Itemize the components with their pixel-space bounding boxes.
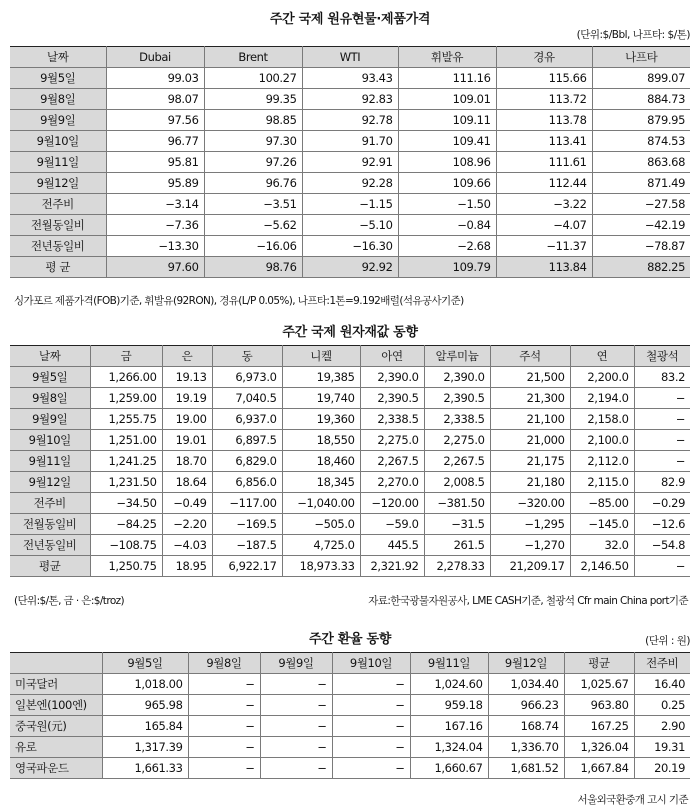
table-cell: 882.25 <box>592 257 690 278</box>
table-cell: 1,025.67 <box>564 674 634 695</box>
oil-price-note: 싱가포르 제품가격(FOB)기준, 휘발유(92RON), 경유(L/P 0.05%), 나프타:1톤=9.192배럴(석유공사기준) <box>14 295 464 307</box>
table-cell: −4.07 <box>496 215 592 236</box>
table-cell: 1,250.75 <box>90 556 162 577</box>
table-cell: 1,231.50 <box>90 472 162 493</box>
table-cell: − <box>332 695 410 716</box>
table-cell: −320.00 <box>490 493 570 514</box>
table-cell: 1,251.00 <box>90 430 162 451</box>
table-cell: 112.44 <box>496 173 592 194</box>
column-header: Dubai <box>106 47 204 68</box>
column-header <box>10 653 102 674</box>
table-cell: −3.22 <box>496 194 592 215</box>
table-cell: −3.51 <box>204 194 302 215</box>
table-cell: − <box>260 674 332 695</box>
column-header: 주석 <box>490 346 570 367</box>
table-row <box>10 758 690 779</box>
column-header: 9월12일 <box>488 653 564 674</box>
table-cell: −2.68 <box>398 236 496 257</box>
table-cell: 92.83 <box>302 89 398 110</box>
column-header: 9월9일 <box>260 653 332 674</box>
table-row <box>10 257 690 278</box>
table-cell: 2,390.0 <box>424 367 490 388</box>
table-cell: −0.49 <box>162 493 212 514</box>
table-row <box>10 451 690 472</box>
table-cell: − <box>188 695 260 716</box>
exchange-rate-table <box>10 652 690 779</box>
table-cell: − <box>260 758 332 779</box>
column-header: 동 <box>212 346 282 367</box>
table-cell: 111.16 <box>398 68 496 89</box>
table-cell: 109.79 <box>398 257 496 278</box>
exchange-rate-unit: (단위 : 원) <box>645 635 690 647</box>
table-cell: −84.25 <box>90 514 162 535</box>
table-row <box>10 68 690 89</box>
table-cell: 83.2 <box>634 367 690 388</box>
table-cell: 879.95 <box>592 110 690 131</box>
table-cell: 966.23 <box>488 695 564 716</box>
row-label: 평균 <box>10 556 90 577</box>
table-cell: 19,740 <box>282 388 360 409</box>
commodity-source-note: 자료:한국광물자원공사, LME CASH기준, 철광석 Cfr main China port기준 <box>368 595 688 607</box>
table-cell: − <box>332 758 410 779</box>
table-cell: 1,336.70 <box>488 737 564 758</box>
table-cell: −145.0 <box>570 514 634 535</box>
table-cell: − <box>260 737 332 758</box>
table-cell: 1,660.67 <box>410 758 488 779</box>
row-label: 중국원(元) <box>10 716 102 737</box>
row-label: 전주비 <box>10 493 90 514</box>
table-cell: 7,040.5 <box>212 388 282 409</box>
table-cell: 95.89 <box>106 173 204 194</box>
table-cell: 113.72 <box>496 89 592 110</box>
column-header: 연 <box>570 346 634 367</box>
table-cell: 2,321.92 <box>360 556 424 577</box>
table-row <box>10 152 690 173</box>
table-row <box>10 472 690 493</box>
table-cell: 16.40 <box>634 674 690 695</box>
row-label: 9월9일 <box>10 110 106 131</box>
table-cell: 18.64 <box>162 472 212 493</box>
table-cell: −31.5 <box>424 514 490 535</box>
row-label: 전년동일비 <box>10 236 106 257</box>
table-cell: 2,158.0 <box>570 409 634 430</box>
table-cell: 98.76 <box>204 257 302 278</box>
row-label: 일본엔(100엔) <box>10 695 102 716</box>
table-row <box>10 535 690 556</box>
table-cell: 1,266.00 <box>90 367 162 388</box>
table-cell: 109.01 <box>398 89 496 110</box>
table-cell: −54.8 <box>634 535 690 556</box>
table-cell: 100.27 <box>204 68 302 89</box>
table-cell: 21,175 <box>490 451 570 472</box>
table-cell: 2,275.0 <box>424 430 490 451</box>
column-header: Brent <box>204 47 302 68</box>
table-row <box>10 674 690 695</box>
column-header: 철광석 <box>634 346 690 367</box>
table-cell: 959.18 <box>410 695 488 716</box>
oil-price-title: 주간 국제 원유현물·제품가격 <box>269 12 431 27</box>
table-cell: −1,270 <box>490 535 570 556</box>
table-cell: −117.00 <box>212 493 282 514</box>
table-cell: 871.49 <box>592 173 690 194</box>
table-cell: 2,270.0 <box>360 472 424 493</box>
table-cell: 98.07 <box>106 89 204 110</box>
row-label: 유로 <box>10 737 102 758</box>
row-label: 9월12일 <box>10 472 90 493</box>
table-cell: 32.0 <box>570 535 634 556</box>
row-label: 평 균 <box>10 257 106 278</box>
table-cell: 899.07 <box>592 68 690 89</box>
table-cell: 2,112.0 <box>570 451 634 472</box>
commodity-unit-note: (단위:$/톤, 금 · 은:$/troz) <box>14 595 125 607</box>
row-label: 9월10일 <box>10 131 106 152</box>
table-row <box>10 430 690 451</box>
table-cell: 1,024.60 <box>410 674 488 695</box>
table-cell: 2,200.0 <box>570 367 634 388</box>
table-cell: 2,100.0 <box>570 430 634 451</box>
row-label: 전월동일비 <box>10 215 106 236</box>
table-cell: 874.53 <box>592 131 690 152</box>
table-cell: 21,500 <box>490 367 570 388</box>
table-cell: 113.78 <box>496 110 592 131</box>
table-cell: 96.76 <box>204 173 302 194</box>
table-cell: 1,317.39 <box>102 737 188 758</box>
table-cell: −16.06 <box>204 236 302 257</box>
table-cell: 2,194.0 <box>570 388 634 409</box>
column-header: 평균 <box>564 653 634 674</box>
table-cell: 21,180 <box>490 472 570 493</box>
table-cell: 19,385 <box>282 367 360 388</box>
table-cell: 97.60 <box>106 257 204 278</box>
table-cell: −5.10 <box>302 215 398 236</box>
table-cell: 96.77 <box>106 131 204 152</box>
row-label: 9월9일 <box>10 409 90 430</box>
column-header: 니켈 <box>282 346 360 367</box>
table-cell: 97.30 <box>204 131 302 152</box>
column-header: 알루미늄 <box>424 346 490 367</box>
table-cell: 2,278.33 <box>424 556 490 577</box>
table-cell: 2,390.5 <box>360 388 424 409</box>
table-cell: −4.03 <box>162 535 212 556</box>
table-cell: −78.87 <box>592 236 690 257</box>
table-cell: 2,267.5 <box>360 451 424 472</box>
table-cell: −381.50 <box>424 493 490 514</box>
table-cell: 2,338.5 <box>360 409 424 430</box>
table-cell: 2,390.0 <box>360 367 424 388</box>
column-header: WTI <box>302 47 398 68</box>
table-cell: 19.01 <box>162 430 212 451</box>
table-cell: 19.00 <box>162 409 212 430</box>
table-cell: −13.30 <box>106 236 204 257</box>
column-header: 은 <box>162 346 212 367</box>
table-cell: 19,360 <box>282 409 360 430</box>
table-cell: 92.78 <box>302 110 398 131</box>
table-row <box>10 493 690 514</box>
commodity-title: 주간 국제 원자재값 동향 <box>282 325 418 340</box>
column-header: 9월8일 <box>188 653 260 674</box>
table-row <box>10 388 690 409</box>
table-cell: 109.66 <box>398 173 496 194</box>
column-header: 나프타 <box>592 47 690 68</box>
table-cell: 82.9 <box>634 472 690 493</box>
row-label: 미국달러 <box>10 674 102 695</box>
table-cell: 18.70 <box>162 451 212 472</box>
exchange-rate-note: 서울외국환중개 고시 기준 <box>577 794 688 806</box>
table-cell: 93.43 <box>302 68 398 89</box>
table-cell: − <box>188 716 260 737</box>
table-cell: −0.29 <box>634 493 690 514</box>
table-cell: 165.84 <box>102 716 188 737</box>
table-row <box>10 737 690 758</box>
table-cell: −7.36 <box>106 215 204 236</box>
row-label: 전년동일비 <box>10 535 90 556</box>
table-cell: 2,267.5 <box>424 451 490 472</box>
commodity-table <box>10 345 690 577</box>
table-cell: 1,681.52 <box>488 758 564 779</box>
table-cell: 2.90 <box>634 716 690 737</box>
table-row <box>10 173 690 194</box>
table-cell: 167.16 <box>410 716 488 737</box>
table-cell: −5.62 <box>204 215 302 236</box>
row-label: 9월12일 <box>10 173 106 194</box>
row-label: 9월10일 <box>10 430 90 451</box>
table-cell: 1,259.00 <box>90 388 162 409</box>
column-header: 금 <box>90 346 162 367</box>
table-cell: 2,275.0 <box>360 430 424 451</box>
table-cell: 111.61 <box>496 152 592 173</box>
table-cell: 2,390.5 <box>424 388 490 409</box>
table-row <box>10 367 690 388</box>
table-cell: 884.73 <box>592 89 690 110</box>
table-cell: − <box>634 430 690 451</box>
table-cell: 1,326.04 <box>564 737 634 758</box>
row-label: 9월5일 <box>10 367 90 388</box>
table-row <box>10 194 690 215</box>
row-label: 9월8일 <box>10 388 90 409</box>
row-label: 영국파운드 <box>10 758 102 779</box>
table-cell: −1,040.00 <box>282 493 360 514</box>
column-header: 9월11일 <box>410 653 488 674</box>
table-cell: −11.37 <box>496 236 592 257</box>
table-cell: 21,000 <box>490 430 570 451</box>
table-cell: 92.91 <box>302 152 398 173</box>
table-cell: 2,338.5 <box>424 409 490 430</box>
table-cell: 99.03 <box>106 68 204 89</box>
table-row <box>10 695 690 716</box>
row-label: 전월동일비 <box>10 514 90 535</box>
table-cell: 6,973.0 <box>212 367 282 388</box>
table-cell: 97.26 <box>204 152 302 173</box>
row-label: 9월8일 <box>10 89 106 110</box>
table-row <box>10 110 690 131</box>
row-label: 전주비 <box>10 194 106 215</box>
table-cell: 19.19 <box>162 388 212 409</box>
table-cell: 965.98 <box>102 695 188 716</box>
table-cell: 1,255.75 <box>90 409 162 430</box>
table-cell: 21,300 <box>490 388 570 409</box>
oil-price-unit: (단위:$/Bbl, 나프타: $/톤) <box>576 29 690 41</box>
table-cell: −34.50 <box>90 493 162 514</box>
table-cell: 1,667.84 <box>564 758 634 779</box>
table-row <box>10 514 690 535</box>
table-cell: −1.50 <box>398 194 496 215</box>
table-cell: 1,661.33 <box>102 758 188 779</box>
table-cell: −0.84 <box>398 215 496 236</box>
column-header: 9월5일 <box>102 653 188 674</box>
table-cell: −16.30 <box>302 236 398 257</box>
table-cell: − <box>634 556 690 577</box>
table-cell: − <box>188 737 260 758</box>
table-cell: −3.14 <box>106 194 204 215</box>
table-cell: 1,324.04 <box>410 737 488 758</box>
table-cell: −2.20 <box>162 514 212 535</box>
table-cell: 1,241.25 <box>90 451 162 472</box>
table-cell: 19.31 <box>634 737 690 758</box>
table-cell: 4,725.0 <box>282 535 360 556</box>
column-header: 9월10일 <box>332 653 410 674</box>
table-row <box>10 89 690 110</box>
table-cell: −120.00 <box>360 493 424 514</box>
table-cell: 963.80 <box>564 695 634 716</box>
table-cell: −187.5 <box>212 535 282 556</box>
table-cell: −1,295 <box>490 514 570 535</box>
table-cell: − <box>332 737 410 758</box>
table-cell: 109.11 <box>398 110 496 131</box>
table-cell: 18,460 <box>282 451 360 472</box>
table-row <box>10 409 690 430</box>
table-row <box>10 215 690 236</box>
table-cell: 1,034.40 <box>488 674 564 695</box>
exchange-rate-title: 주간 환율 동향 <box>309 632 391 647</box>
table-cell: 91.70 <box>302 131 398 152</box>
table-cell: 92.92 <box>302 257 398 278</box>
column-header: 휘발유 <box>398 47 496 68</box>
table-cell: − <box>188 758 260 779</box>
table-cell: − <box>634 409 690 430</box>
table-cell: 168.74 <box>488 716 564 737</box>
table-row <box>10 236 690 257</box>
oil-price-table <box>10 46 690 278</box>
table-cell: − <box>260 695 332 716</box>
table-cell: 92.28 <box>302 173 398 194</box>
table-cell: −169.5 <box>212 514 282 535</box>
table-cell: −42.19 <box>592 215 690 236</box>
table-cell: − <box>634 451 690 472</box>
table-cell: 2,146.50 <box>570 556 634 577</box>
table-cell: 21,100 <box>490 409 570 430</box>
table-row <box>10 556 690 577</box>
table-cell: 108.96 <box>398 152 496 173</box>
table-cell: −27.58 <box>592 194 690 215</box>
table-cell: 115.66 <box>496 68 592 89</box>
table-cell: − <box>634 388 690 409</box>
table-cell: 6,829.0 <box>212 451 282 472</box>
table-cell: 445.5 <box>360 535 424 556</box>
table-cell: 18,973.33 <box>282 556 360 577</box>
table-cell: 167.25 <box>564 716 634 737</box>
table-cell: 0.25 <box>634 695 690 716</box>
column-header: 날짜 <box>10 47 106 68</box>
table-cell: 19.13 <box>162 367 212 388</box>
table-cell: −108.75 <box>90 535 162 556</box>
table-cell: − <box>332 716 410 737</box>
column-header: 날짜 <box>10 346 90 367</box>
table-cell: 863.68 <box>592 152 690 173</box>
table-cell: 6,922.17 <box>212 556 282 577</box>
table-cell: 97.56 <box>106 110 204 131</box>
table-row <box>10 131 690 152</box>
table-cell: −85.00 <box>570 493 634 514</box>
table-cell: 113.41 <box>496 131 592 152</box>
row-label: 9월11일 <box>10 152 106 173</box>
column-header: 경유 <box>496 47 592 68</box>
table-row <box>10 716 690 737</box>
table-cell: 113.84 <box>496 257 592 278</box>
table-cell: 18.95 <box>162 556 212 577</box>
table-cell: 95.81 <box>106 152 204 173</box>
table-cell: 6,856.0 <box>212 472 282 493</box>
table-cell: 6,937.0 <box>212 409 282 430</box>
table-cell: − <box>188 674 260 695</box>
table-cell: 18,550 <box>282 430 360 451</box>
table-cell: −1.15 <box>302 194 398 215</box>
table-cell: −59.0 <box>360 514 424 535</box>
table-cell: 109.41 <box>398 131 496 152</box>
column-header: 아연 <box>360 346 424 367</box>
column-header: 전주비 <box>634 653 690 674</box>
table-cell: −12.6 <box>634 514 690 535</box>
table-cell: 1,018.00 <box>102 674 188 695</box>
row-label: 9월5일 <box>10 68 106 89</box>
table-cell: 18,345 <box>282 472 360 493</box>
table-cell: 2,008.5 <box>424 472 490 493</box>
table-cell: 20.19 <box>634 758 690 779</box>
table-cell: 21,209.17 <box>490 556 570 577</box>
table-cell: − <box>260 716 332 737</box>
table-cell: 6,897.5 <box>212 430 282 451</box>
table-cell: 2,115.0 <box>570 472 634 493</box>
table-cell: 99.35 <box>204 89 302 110</box>
table-cell: −505.0 <box>282 514 360 535</box>
table-cell: − <box>332 674 410 695</box>
table-cell: 261.5 <box>424 535 490 556</box>
row-label: 9월11일 <box>10 451 90 472</box>
table-cell: 98.85 <box>204 110 302 131</box>
